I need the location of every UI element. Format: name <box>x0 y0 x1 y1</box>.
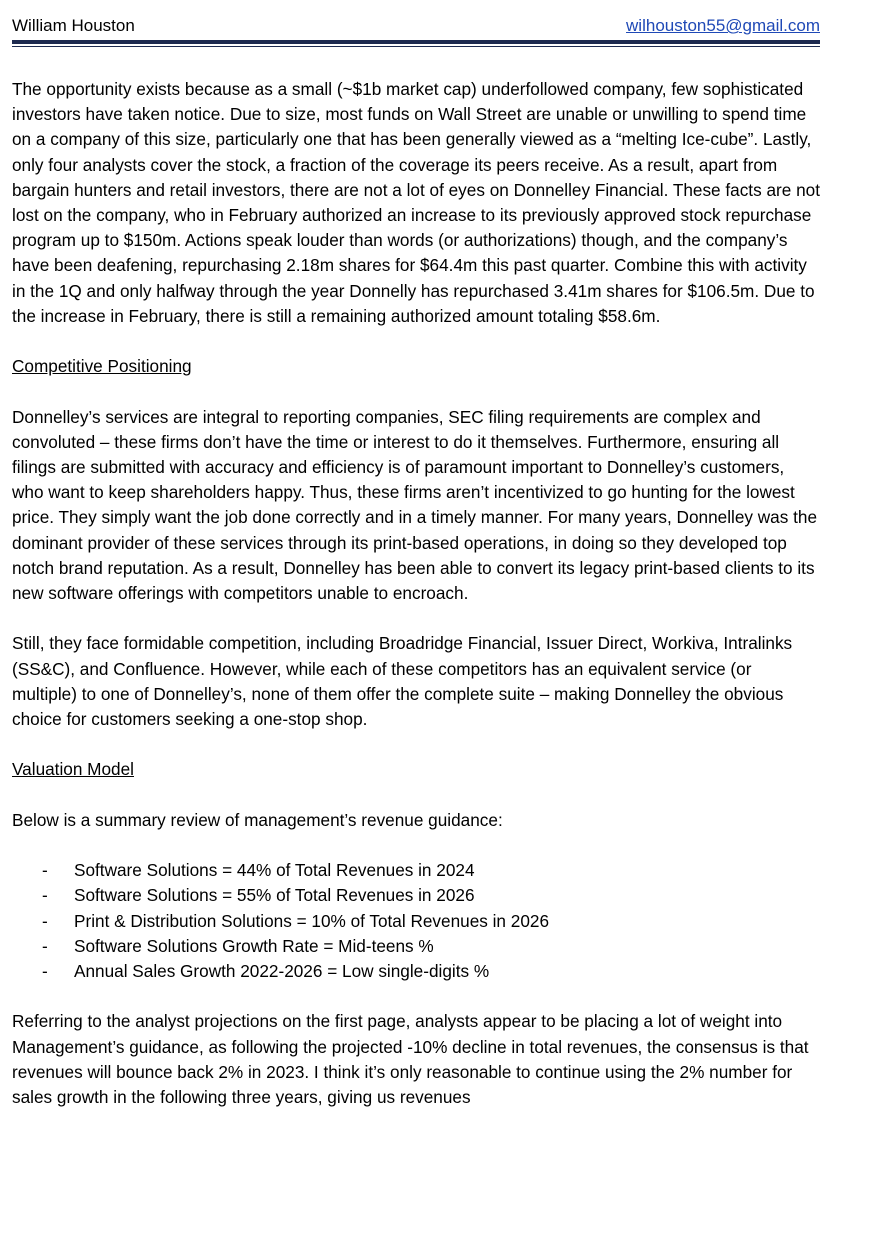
paragraph-analyst-projections: Referring to the analyst projections on the first page, analysts appear to be placing a lot of weight into Management’s guidance, as following the projected -10% decline in total revenues, the consensus is that revenues will bounce back 2% in 2023. I think it’s only reasonable to continue using the 2% number for sales growth in the following three years, giving us revenues <box>12 1011 809 1108</box>
bullet-dash: - <box>42 961 48 982</box>
list-item <box>12 909 820 934</box>
list-item-text: Print & Distribution Solutions = 10% of Total Revenues in 2026 <box>74 910 550 931</box>
bullet-dash: - <box>42 935 48 956</box>
guidance-list <box>12 858 820 984</box>
author-email-link[interactable]: wilhouston55@gmail.com <box>626 16 820 35</box>
bullet-dash: - <box>42 860 48 881</box>
header-rule-thin <box>12 46 820 47</box>
document-body <box>12 77 820 1135</box>
list-item-text: Software Solutions = 55% of Total Revenues in 2026 <box>74 885 475 906</box>
paragraph-competition: Still, they face formidable competition, including Broadridge Financial, Issuer Direct, Workiva, Intralinks (SS&C), and Confluence. However, while each of these competitors has an equivalent service (or multiple) to one of Donnelley’s, none of them offer the complete suite – making Donnelley the obvious choice for customers seeking a one-stop shop. <box>12 633 793 730</box>
list-item <box>12 858 820 883</box>
list-item-text: Software Solutions = 44% of Total Revenues in 2024 <box>74 860 475 881</box>
page-header <box>12 0 820 40</box>
list-item <box>12 934 820 959</box>
list-item <box>12 959 820 984</box>
list-item <box>12 883 820 908</box>
document-page <box>12 0 820 1108</box>
heading-valuation-model: Valuation Model <box>12 759 134 780</box>
list-item-text: Software Solutions Growth Rate = Mid-teens % <box>74 935 434 956</box>
header-rule-thick <box>12 40 820 44</box>
bullet-dash: - <box>42 885 48 906</box>
paragraph-opportunity: The opportunity exists because as a small (~$1b market cap) underfollowed company, few sophisticated investors have taken notice. Due to size, most funds on Wall Street are unable or unwilling to spend time on a company of this size, particularly one that has been generally viewed as a “melting Ice-cube”. Lastly, only four analysts cover the stock, a fraction of the coverage its peers receive. As a result, apart from bargain hunters and retail investors, there are not a lot of eyes on Donnelley Financial. These facts are not lost on the company, who in February authorized an increase to its previously approved stock repurchase program up to $150m. Actions speak louder than words (or authorizations) though, and the company’s have been deafening, repurchasing 2.18m shares for $64.4m this past quarter. Combine this with activity in the 1Q and only halfway through the year Donnelly has repurchased 3.41m shares for $106.5m. Due to the increase in February, there is still a remaining authorized amount totaling $58.6m. <box>12 79 820 326</box>
paragraph-guidance-intro: Below is a summary review of management’s revenue guidance: <box>12 809 503 830</box>
bullet-dash: - <box>42 910 48 931</box>
author-name: William Houston <box>12 16 135 35</box>
heading-competitive-positioning: Competitive Positioning <box>12 356 192 377</box>
paragraph-services: Donnelley’s services are integral to reporting companies, SEC filing requirements are complex and convoluted – these firms don’t have the time or interest to do it themselves. Furthermore, ensuring all filings are submitted with accuracy and efficiency is of paramount important to Donnelley’s customers, who want to keep shareholders happy. Thus, these firms aren’t incentivized to go hunting for the lowest price. They simply want the job done correctly and in a timely manner. For many years, Donnelley was the dominant provider of these services through its print-based operations, in doing so they developed top notch brand reputation. As a result, Donnelley has been able to convert its legacy print-based clients to its new software offerings with competitors unable to encroach. <box>12 406 818 604</box>
list-item-text: Annual Sales Growth 2022-2026 = Low single-digits % <box>74 961 490 982</box>
